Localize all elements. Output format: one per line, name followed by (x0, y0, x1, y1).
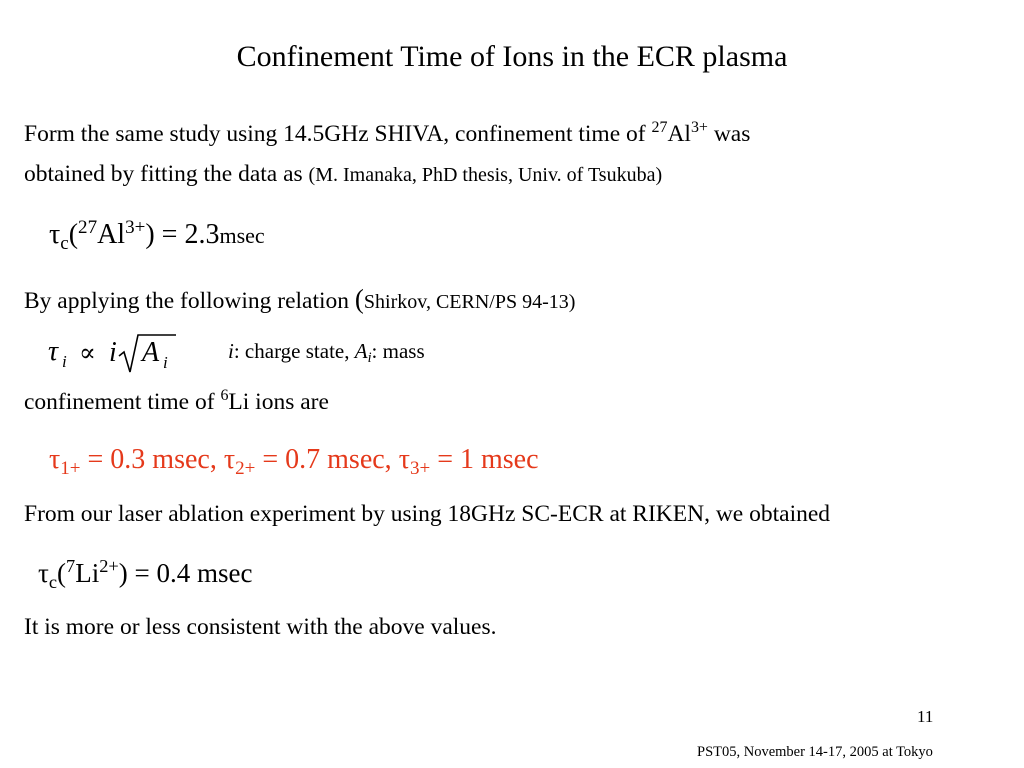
li-line (24, 387, 329, 417)
tau-1-value: = 0.3 msec, (80, 444, 224, 475)
intro-tail: was (707, 121, 751, 147)
open-paren: ( (354, 284, 364, 314)
tau-symbol: τ (38, 558, 49, 588)
tau-subscript: c (48, 571, 58, 592)
open-paren: ( (68, 219, 79, 250)
tau-3-value: = 1 msec (430, 444, 539, 475)
li-text: confinement time of (24, 389, 221, 415)
isotope-mass: 27 (651, 119, 668, 137)
tau-subscript: c (60, 232, 69, 254)
conclusion-line: It is more or less consistent with the above values. (24, 614, 497, 640)
equation-li-times (49, 443, 539, 477)
tau-2: τ (223, 444, 236, 475)
element-symbol: Li (75, 558, 100, 588)
experiment-line: From our laser ablation experiment by using 18GHz SC-ECR at RIKEN, we obtained (24, 501, 831, 527)
li-mass: 6 (220, 387, 229, 405)
element-symbol: Al (667, 121, 691, 147)
tau-symbol: τ (49, 219, 61, 250)
tau-2-sub: 2+ (235, 457, 256, 479)
legend-mass: : mass (371, 339, 425, 363)
charge-state: 3+ (125, 216, 146, 238)
footer-conference: PST05, November 14-17, 2005 at Tokyo (697, 744, 933, 760)
equation-value: ) = 0.4 msec (118, 558, 253, 588)
slide-title: Confinement Time of Ions in the ECR plasma (236, 40, 788, 73)
proportional-symbol: ∝ (79, 338, 96, 367)
relation-line (24, 284, 575, 317)
formula-tau-subscript: i (62, 352, 67, 371)
equation-li-confinement (38, 556, 252, 590)
intro-line-1 (24, 119, 750, 149)
formula-A: A (142, 337, 160, 368)
equation-value: ) = 2.3 (145, 219, 220, 250)
tau-3-sub: 3+ (409, 457, 431, 479)
reference-imanaka: (M. Imanaka, PhD thesis, Univ. of Tsukuba) (308, 164, 663, 186)
tau-2-value: = 0.7 msec, (255, 444, 399, 475)
isotope-mass: 7 (66, 555, 76, 576)
element-symbol: Al (97, 219, 126, 250)
formula-i: i (109, 337, 117, 368)
charge-state: 3+ (690, 119, 708, 137)
tau-1: τ (49, 444, 61, 475)
open-paren: ( (57, 558, 67, 588)
legend-A-subscript: i (367, 350, 372, 367)
reference-shirkov: Shirkov, CERN/PS 94-13) (363, 291, 576, 313)
intro-line-2 (24, 159, 662, 190)
equation-unit: msec (219, 223, 265, 248)
proportionality-formula (46, 330, 186, 376)
charge-state: 2+ (99, 555, 119, 576)
equation-al-confinement (49, 218, 265, 253)
isotope-mass: 27 (78, 216, 98, 238)
relation-text: By applying the following relation (24, 288, 355, 314)
intro-text-2: obtained by fitting the data as (24, 161, 309, 187)
formula-legend (228, 337, 425, 365)
intro-text: Form the same study using 14.5GHz SHIVA, confinement time of (24, 121, 652, 147)
legend-i: i (228, 339, 234, 363)
legend-charge: : charge state, (233, 339, 355, 363)
tau-1-sub: 1+ (60, 457, 81, 479)
tau-3: τ (398, 444, 410, 475)
li-tail: Li ions are (228, 389, 329, 415)
formula-tau: τ (48, 336, 59, 367)
page-number: 11 (917, 707, 934, 726)
legend-A: A (354, 339, 368, 363)
formula-A-subscript: i (163, 353, 168, 372)
